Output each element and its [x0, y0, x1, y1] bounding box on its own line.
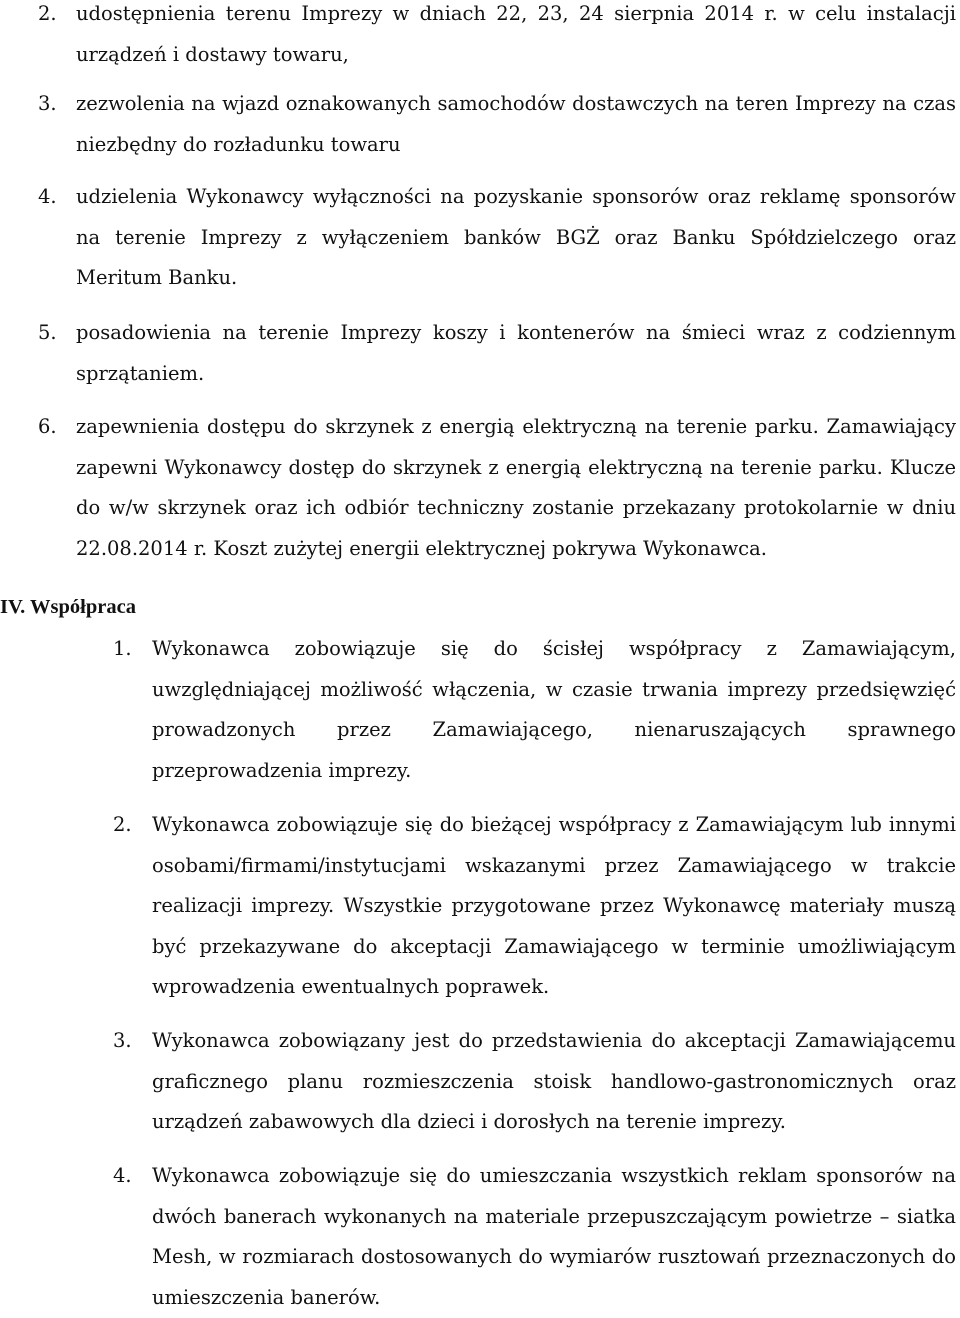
list-item-text: zezwolenia na wjazd oznakowanych samochodów dostawczych na teren Imprezy na czas niezbędny do rozładunku towaru [76, 92, 956, 156]
list-item [113, 1156, 956, 1318]
list-item-number: 6. [38, 415, 57, 438]
list-item-text: Wykonawca zobowiązuje się do bieżącej współpracy z Zamawiającym lub innymi osobami/firmami/instytucjami wskazanymi przez Zamawiającego w trakcie realizacji imprezy. Wszystkie przygotowane przez Wykonawcę materiały muszą być przekazywane do akceptacji Zamawiającego w terminie umożliwiającym wprowadzenia ewentualnych poprawek. [152, 813, 956, 998]
list-item-number: 5. [38, 321, 57, 344]
list-item-number: 4. [113, 1164, 132, 1187]
list-item-text: Wykonawca zobowiązany jest do przedstawienia do akceptacji Zamawiającemu graficznego planu rozmieszczenia stoisk handlowo-gastronomicznych oraz urządzeń zabawowych dla dzieci i dorosłych na terenie imprezy. [152, 1029, 956, 1133]
list-item-number: 3. [113, 1029, 132, 1052]
list-item [113, 805, 956, 1008]
list-item-text: udzielenia Wykonawcy wyłączności na pozyskanie sponsorów oraz reklamę sponsorów na terenie Imprezy z wyłączeniem banków BGŻ oraz Banku Spółdzielczego oraz Meritum Banku. [76, 185, 956, 289]
list-item-text: zapewnienia dostępu do skrzynek z energią elektryczną na terenie parku. Zamawiający zapewni Wykonawcy dostęp do skrzynek z energią elektryczną na terenie parku. Klucze do w/w skrzynek oraz ich odbiór techniczny zostanie przekazany protokolarnie w dniu 22.08.2014 r. Koszt zużytej energii elektrycznej pokrywa Wykonawca. [76, 415, 956, 560]
list-item-text: Wykonawca zobowiązuje się do umieszczania wszystkich reklam sponsorów na dwóch banerach wykonanych na materiale przepuszczającym powietrze – siatka Mesh, w rozmiarach dostosowanych do wymiarów rusztowań przeznaczonych do umieszczenia banerów. [152, 1164, 956, 1309]
section-heading: IV. Współpraca [0, 596, 136, 618]
list-item-text: posadowienia na terenie Imprezy koszy i kontenerów na śmieci wraz z codziennym sprzątaniem. [76, 321, 956, 385]
list-item-number: 1. [113, 637, 132, 660]
list-item-text: Wykonawca zobowiązuje się do ścisłej współpracy z Zamawiającym, uwzględniającej możliwość włączenia, w czasie trwania imprezy przedsięwzięć prowadzonych przez Zamawiającego, nienaruszających sprawnego przeprowadzenia imprezy. [152, 637, 956, 782]
list-item [113, 1021, 956, 1143]
list-item-text: udostępnienia terenu Imprezy w dniach 22, 23, 24 sierpnia 2014 r. w celu instalacji urządzeń i dostawy towaru, [76, 2, 956, 66]
list-item [38, 0, 956, 75]
list-item [113, 629, 956, 791]
list-item-number: 4. [38, 185, 57, 208]
list-item [38, 84, 956, 165]
list-item [38, 407, 956, 569]
list-item [38, 313, 956, 394]
list-item [38, 177, 956, 299]
list-item-number: 3. [38, 92, 57, 115]
list-item-number: 2. [38, 2, 57, 25]
list-item-number: 2. [113, 813, 132, 836]
